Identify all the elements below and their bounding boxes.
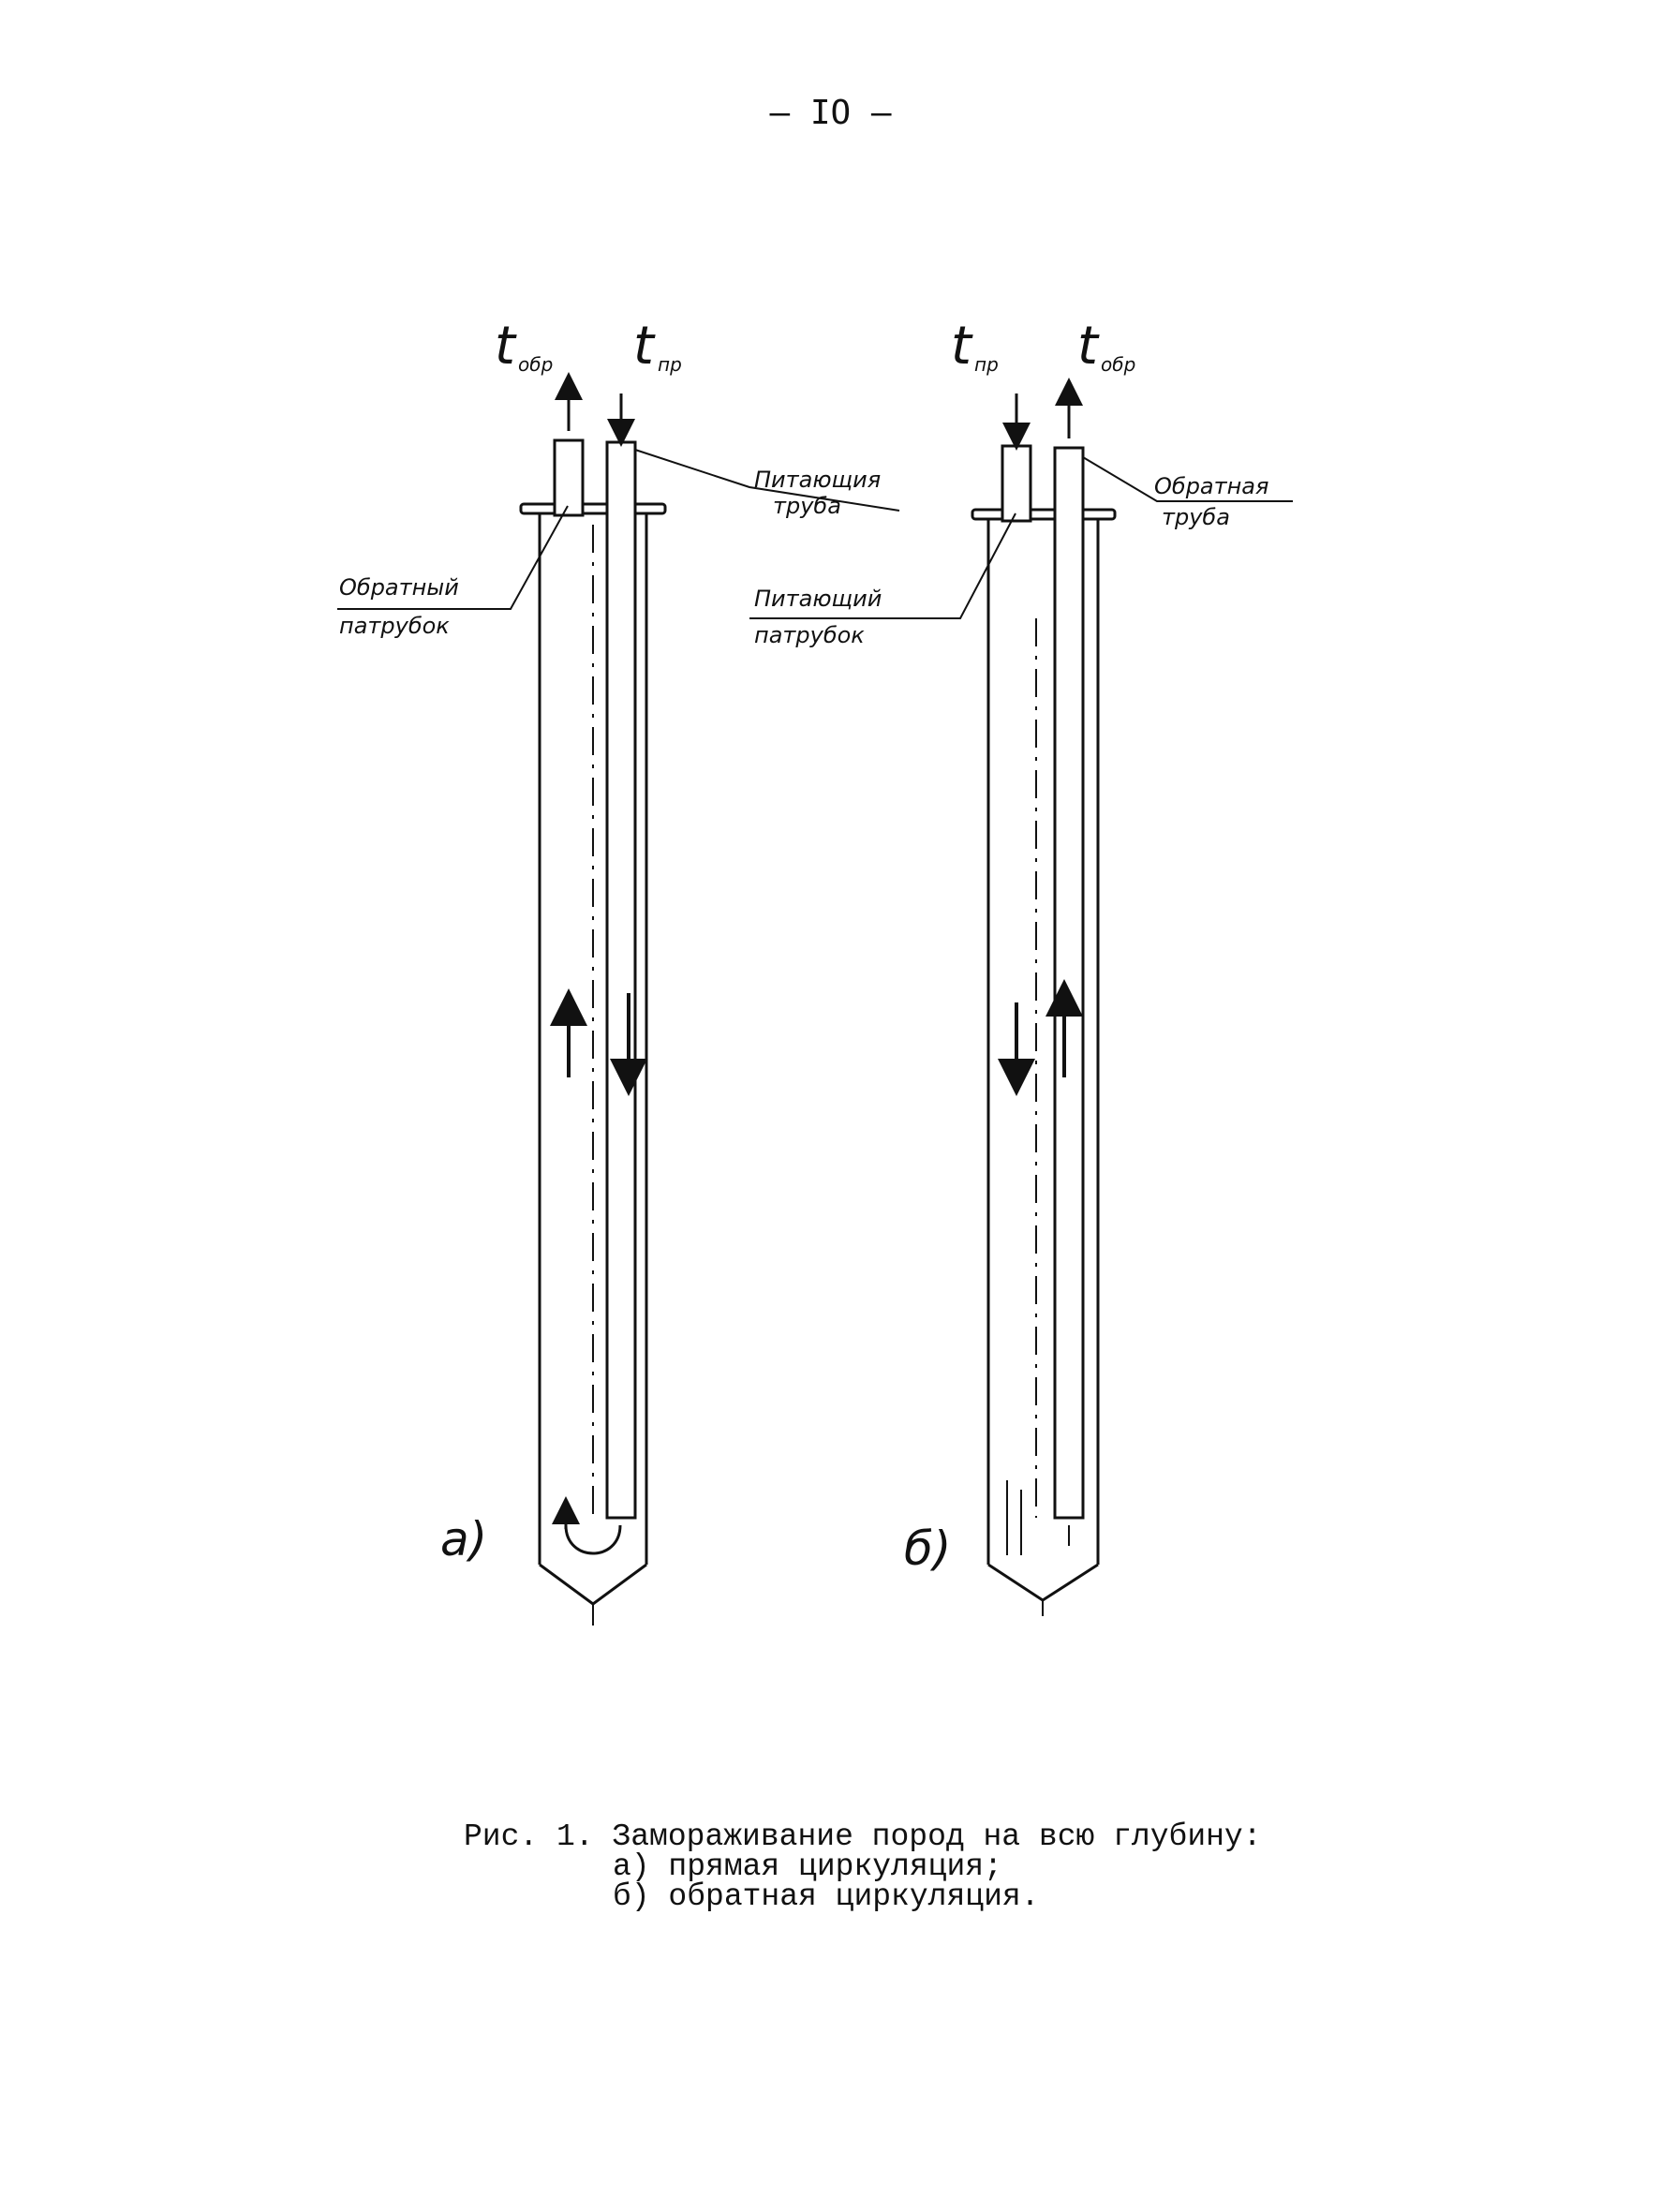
callout-return-pipe-line2: труба <box>1162 504 1230 530</box>
figure-caption <box>464 1819 1262 1914</box>
temp-supply-label: t <box>633 316 654 377</box>
callout-return-pipe-line1: Обратная <box>1154 473 1269 499</box>
callout-supply-nozzle-line2: патрубок <box>754 622 865 648</box>
panel-label-a: а) <box>440 1512 488 1566</box>
temp-supply-subscript-b: пр <box>974 353 999 376</box>
callout-return-nozzle-line2: патрубок <box>339 613 450 639</box>
page-number: – IO – <box>769 94 892 132</box>
callout-supply-pipe-line1: Питающия <box>754 467 882 493</box>
callout-supply-nozzle-line1: Питающий <box>754 586 882 612</box>
callout-return-nozzle-line1: Обратный <box>339 574 459 601</box>
diagram-reverse-circulation <box>749 392 1293 1616</box>
temp-return-label: t <box>495 316 515 377</box>
panel-label-b: б) <box>904 1522 952 1576</box>
diagram-direct-circulation <box>337 386 899 1626</box>
temp-supply-label-b: t <box>951 316 971 377</box>
callout-supply-pipe-line2: труба <box>773 493 841 519</box>
caption-item-b: б) обратная циркуляция. <box>613 1879 1040 1914</box>
temp-return-subscript-b: обр <box>1101 353 1136 376</box>
temp-supply-subscript: пр <box>658 353 682 376</box>
temp-return-label-b: t <box>1077 316 1098 377</box>
caption-title: Рис. 1. Замораживание пород на всю глубину: <box>464 1819 1262 1854</box>
caption-item-a: а) прямая циркуляция; <box>613 1849 1002 1884</box>
temp-return-subscript: обр <box>518 353 554 376</box>
